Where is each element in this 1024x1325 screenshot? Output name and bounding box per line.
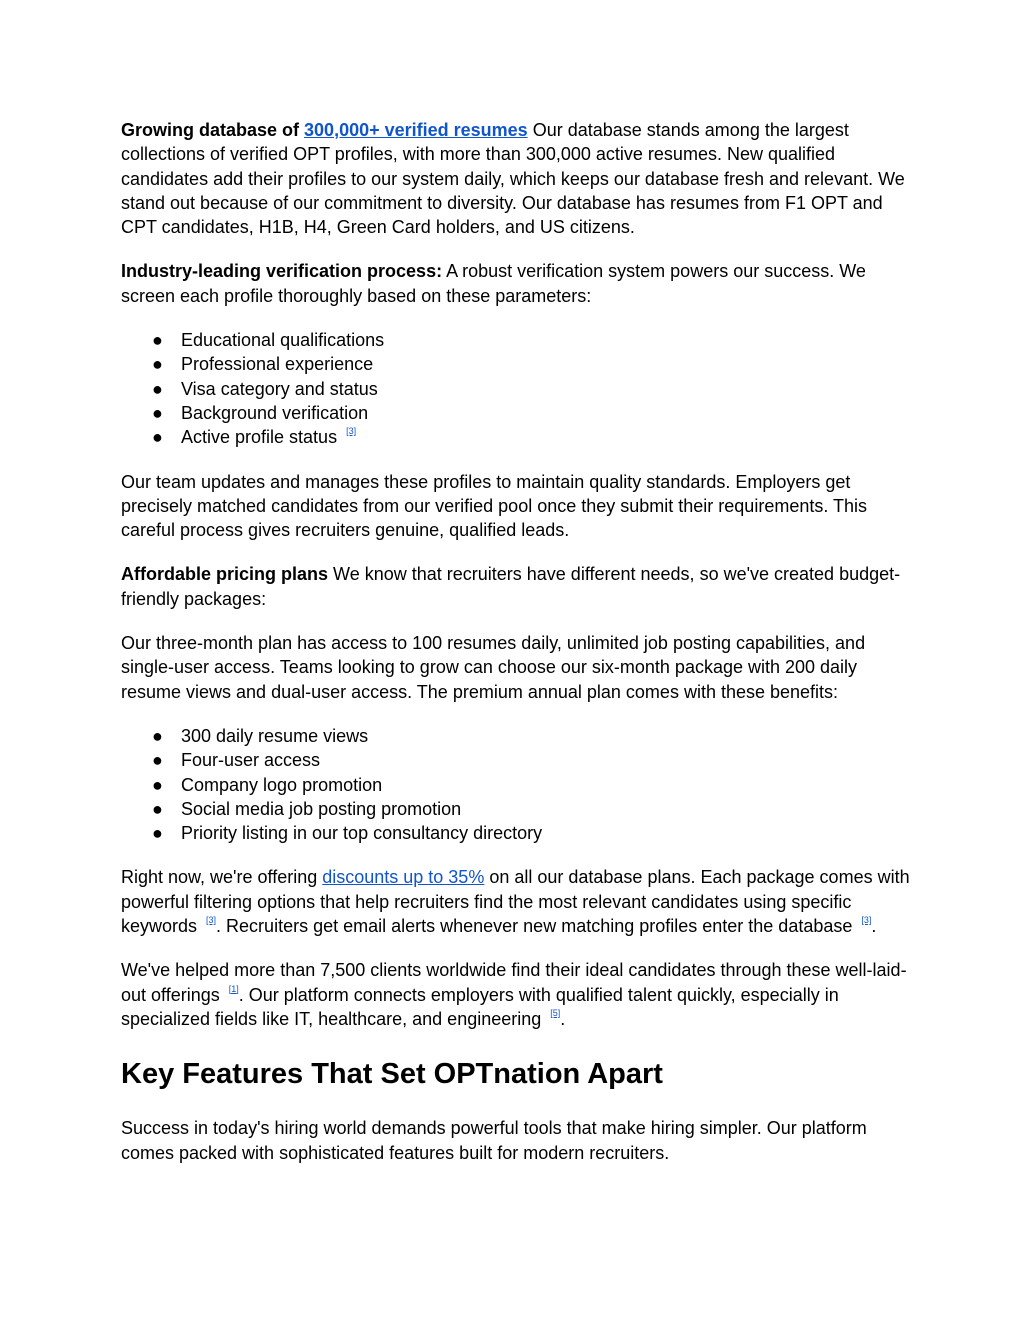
list-item — [121, 797, 911, 821]
list-item — [121, 425, 911, 449]
list-item — [121, 748, 911, 772]
list-item-text: Active profile status — [181, 427, 343, 448]
bullet-icon: ● — [152, 402, 163, 423]
paragraph-team: Our team updates and manages these profiles to maintain quality standards. Employers get precisely matched candidates from our verified pool once they submit their requirements. This careful process gives recruiters genuine, qualified leads. — [121, 471, 868, 541]
footnote-link-5[interactable]: [5] — [550, 1007, 561, 1018]
footnote-ref — [346, 426, 356, 436]
list-item — [121, 401, 911, 425]
list-item-text: 300 daily resume views — [181, 725, 369, 746]
paragraph-database — [121, 118, 911, 239]
list-item — [121, 724, 911, 748]
list-item-text: Company logo promotion — [181, 774, 383, 795]
list-item — [121, 773, 911, 797]
bullet-icon: ● — [152, 427, 163, 448]
paragraph-pricing-text: We know that recruiters have different needs, so we've created budget-friendly packages: — [121, 564, 901, 609]
verification-parameters-list — [121, 328, 911, 449]
footnote-ref — [550, 1008, 560, 1018]
annual-plan-benefits-list — [121, 724, 911, 845]
paragraph-verification-text: A robust verification system powers our success. We screen each profile thoroughly based on these parameters: — [121, 261, 866, 306]
section-heading: Key Features That Set OPTnation Apart — [121, 1058, 663, 1091]
paragraph-verification — [121, 259, 911, 308]
text-span: . — [560, 1008, 566, 1029]
list-item — [121, 328, 911, 352]
bullet-icon: ● — [152, 823, 163, 844]
footnote-link-3[interactable]: [3] — [206, 915, 217, 926]
paragraph-discounts — [121, 865, 911, 938]
paragraph-pricing — [121, 562, 911, 611]
text-span: Right now, we're offering — [121, 867, 323, 888]
paragraph-pricing-heading: Affordable pricing plans — [121, 564, 329, 585]
paragraph-verification-heading: Industry-leading verification process: — [121, 261, 443, 282]
list-item-text: Background verification — [181, 402, 369, 423]
bullet-icon: ● — [152, 725, 163, 746]
list-item-text: Professional experience — [181, 354, 374, 375]
bullet-icon: ● — [152, 798, 163, 819]
paragraph-database-heading: Growing database of — [121, 120, 305, 140]
list-item — [121, 377, 911, 401]
bullet-icon: ● — [152, 354, 163, 375]
footnote-link-1[interactable]: [1] — [228, 983, 239, 994]
list-item-text: Priority listing in our top consultancy directory — [181, 823, 543, 844]
footnote-ref — [229, 984, 239, 994]
footnote-link-3[interactable]: [3] — [346, 426, 357, 437]
footnote-ref — [861, 915, 871, 925]
text-span: . Our platform connects employers with qualified talent quickly, especially in specialized fields like IT, healthcare, and engineering — [121, 984, 839, 1029]
list-item — [121, 821, 911, 845]
verified-resumes-link[interactable]: 300,000+ verified resumes — [304, 120, 528, 140]
footnote-link-3[interactable]: [3] — [861, 915, 872, 926]
bullet-icon: ● — [152, 330, 163, 351]
text-span: We've helped more than 7,500 clients worldwide find their ideal candidates through these well-laid-out offerings — [121, 960, 907, 1005]
paragraph-database-text: Our database stands among the largest collections of verified OPT profiles, with more than 300,000 active resumes. New qualified candidates add their profiles to our system daily, which keeps our database fresh and relevant. We stand out because of our commitment to diversity. Our database has resumes from F1 OPT and CPT candidates, H1B, H4, Green Card holders, and US citizens. — [121, 120, 905, 238]
list-item — [121, 352, 911, 376]
bullet-icon: ● — [152, 750, 163, 771]
discounts-link[interactable]: discounts up to 35% — [322, 867, 485, 888]
list-item-text: Visa category and status — [181, 378, 378, 399]
footnote-ref — [206, 915, 216, 925]
list-item-text: Social media job posting promotion — [181, 798, 462, 819]
document-body — [121, 118, 911, 1185]
bullet-icon: ● — [152, 774, 163, 795]
paragraph-features-intro: Success in today's hiring world demands powerful tools that make hiring simpler. Our platform comes packed with sophisticated features built for modern recruiters. — [121, 1118, 867, 1163]
list-item-text: Educational qualifications — [181, 330, 385, 351]
paragraph-clients — [121, 958, 911, 1031]
text-span: . Recruiters get email alerts whenever new matching profiles enter the database — [216, 916, 858, 937]
text-span: . — [871, 916, 877, 937]
bullet-icon: ● — [152, 378, 163, 399]
paragraph-plans: Our three-month plan has access to 100 resumes daily, unlimited job posting capabilities, and single-user access. Teams looking to grow can choose our six-month package with 200 daily resume views and dual-user access. The premium annual plan comes with these benefits: — [121, 633, 866, 702]
list-item-text: Four-user access — [181, 750, 321, 771]
text-span: on all our database plans. Each package comes with powerful filtering options that help recruiters find the most relevant candidates using specific keywords — [121, 867, 910, 937]
